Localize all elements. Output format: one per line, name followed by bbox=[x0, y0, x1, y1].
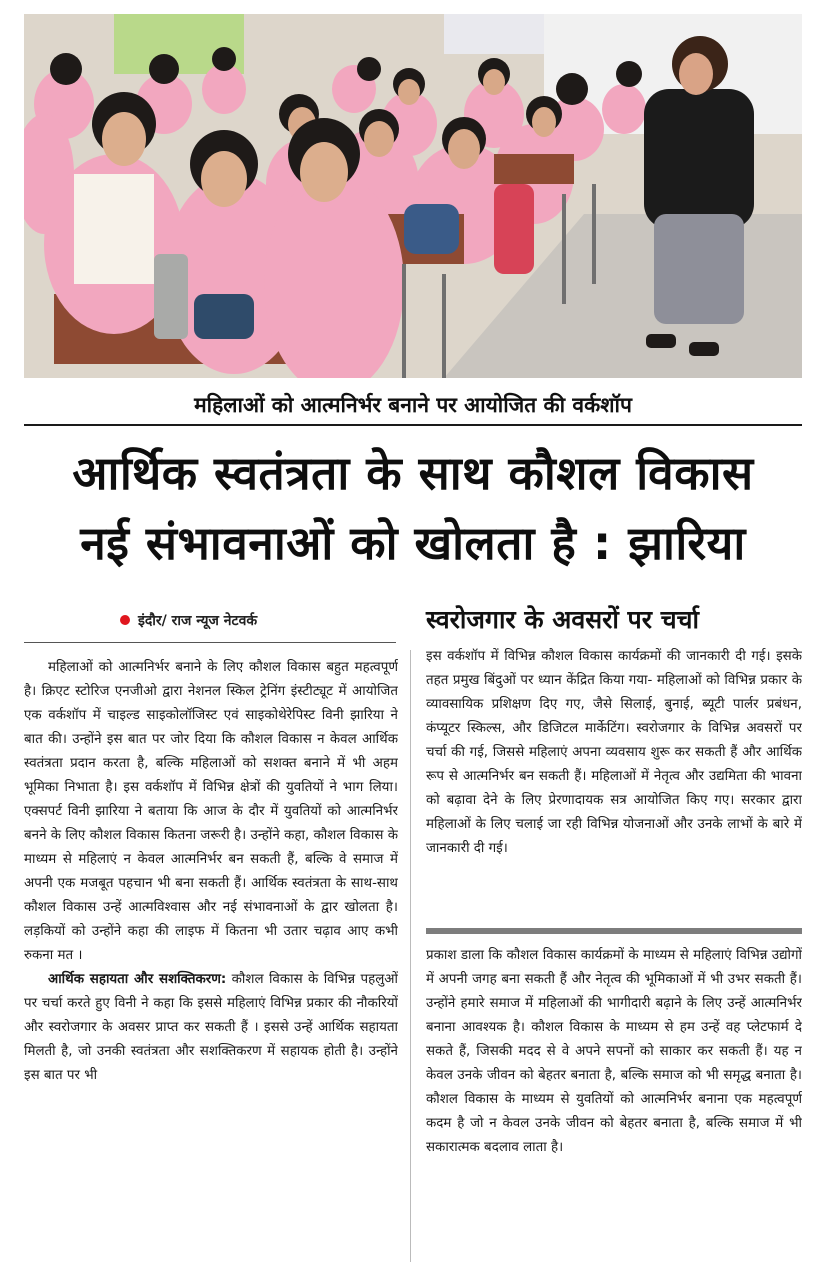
byline bbox=[120, 607, 257, 635]
byline-dot-icon bbox=[120, 615, 130, 625]
headline-line-1: आर्थिक स्वतंत्रता के साथ कौशल विकास bbox=[72, 446, 754, 500]
left-paragraph-1: महिलाओं को आत्मनिर्भर बनाने के लिए कौशल विकास बहुत महत्वपूर्ण है। क्रिएट स्टोरिज एनजीओ द्वारा नेशनल स्किल ट्रेनिंग इंस्टीट्यूट में आयोजित एक वर्कशॉप में चाइल्ड साइकोलॉजिस्ट एवं साइकोथेरेपिस्ट विनी झारिया ने बात की। उन्होंने इस बात पर जोर दिया कि कौशल विकास न केवल आर्थिक स्वतंत्रता प्रदान करता है, बल्कि महिलाओं को सशक्त बनाने में भी अहम भूमिका निभाता है। इस वर्कशॉप में विभिन्न क्षेत्रों की युवतियों ने भाग लिया। एक्सपर्ट विनी झारिया ने बताया कि आज के दौर में युवतियों को आत्मनिर्भर बनने के लिए कौशल विकास कितना जरूरी है। उन्होंने कहा, कौशल विकास के माध्यम से महिलाएं न केवल आत्मनिर्भर बन सकती हैं, बल्कि वे समाज में अपनी एक मजबूत पहचान भी बना सकती हैं। आर्थिक स्वतंत्रता के साथ-साथ कौशल विकास उन्हें आत्मविश्वास और नई संभावनाओं के द्वार खोलता है। लड़कियों को उन्होंने कहा की लाइफ में कितना भी उतार चढ़ाव आए कभी रुकना मत । bbox=[24, 660, 398, 963]
article-kicker: महिलाओं को आत्मनिर्भर बनाने पर आयोजित की वर्कशॉप bbox=[194, 393, 632, 417]
right-column-bottom bbox=[426, 944, 802, 1260]
right-column-top bbox=[426, 645, 802, 915]
kicker-rule bbox=[24, 424, 802, 426]
article-headline bbox=[24, 438, 802, 578]
article-photo bbox=[24, 14, 802, 378]
headline-line-2: नई संभावनाओं को खोलता है : झारिया bbox=[80, 516, 746, 570]
right-column-rule bbox=[426, 928, 802, 934]
left-paragraph-2-text: कौशल विकास के विभिन्न पहलुओं पर चर्चा करते हुए विनी ने कहा कि इससे महिलाएं विभिन्न प्रकार की नौकरियों और स्वरोजगार के अवसर प्राप्त कर सकती हैं । इससे उन्हें आर्थिक सहायता मिलती है, जो उनकी स्वतंत्रता और सशक्तिकरण में सहायक होती है। उन्होंने इस बात पर भी bbox=[24, 972, 398, 1083]
classroom-photo-icon bbox=[24, 14, 802, 378]
byline-rule bbox=[24, 642, 396, 643]
right-paragraph-1: इस वर्कशॉप में विभिन्न कौशल विकास कार्यक्रमों की जानकारी दी गई। इसके तहत प्रमुख बिंदुओं पर ध्यान केंद्रित किया गया- महिलाओं को विभिन्न प्रकार के व्यावसायिक प्रशिक्षण दिए गए, जैसे सिलाई, बुनाई, ब्यूटी पार्लर प्रबंधन, कंप्यूटर स्किल्स, और डिजिटल मार्केटिंग। स्वरोजगार के विभिन्न अवसरों पर चर्चा की गई, जिससे महिलाएं अपना व्यवसाय शुरू कर सकती हैं और आर्थिक रूप से आत्मनिर्भर बन सकती हैं। महिलाओं में नेतृत्व और उद्यमिता की भावना को बढ़ावा देने के लिए प्रेरणादायक सत्र आयोजित किए गए। सरकार द्वारा महिलाओं के लिए चलाई जा रही विभिन्न योजनाओं और उनके लाभों के बारे में जानकारी दी गई। bbox=[426, 649, 802, 856]
column-divider bbox=[410, 650, 411, 1262]
left-paragraph-2 bbox=[24, 968, 398, 1088]
right-paragraph-2: प्रकाश डाला कि कौशल विकास कार्यक्रमों के माध्यम से महिलाएं विभिन्न उद्योगों में अपनी जगह बना सकती हैं और नेतृत्व की भूमिकाओं में भी उभर सकती हैं। उन्होंने हमारे समाज में महिलाओं की भागीदारी बढ़ाने के लिए उन्हें आत्मनिर्भर बनाना आवश्यक है। कौशल विकास के माध्यम से हम उन्हें वह प्लेटफार्म दे सकते हैं, जिसकी मदद से वे अपने सपनों को साकार कर सकती हैं। यह न केवल उनके जीवन को बेहतर बनाता है, बल्कि समाज को भी समृद्ध बनाता है।कौशल विकास के माध्यम से युवतियों को आत्मनिर्भर बनाना एक महत्वपूर्ण कदम है जो न केवल उनके जीवन को बेहतर बनाता है, बल्कि समाज में भी सकारात्मक बदलाव लाता है। bbox=[426, 948, 802, 1155]
right-subhead: स्वरोजगार के अवसरों पर चर्चा bbox=[426, 605, 699, 634]
left-column bbox=[24, 656, 398, 1260]
left-subhead: आर्थिक सहायता और सशक्तिकरण: bbox=[48, 972, 227, 987]
byline-text: इंदौर/ राज न्यूज नेटवर्क bbox=[138, 613, 258, 629]
